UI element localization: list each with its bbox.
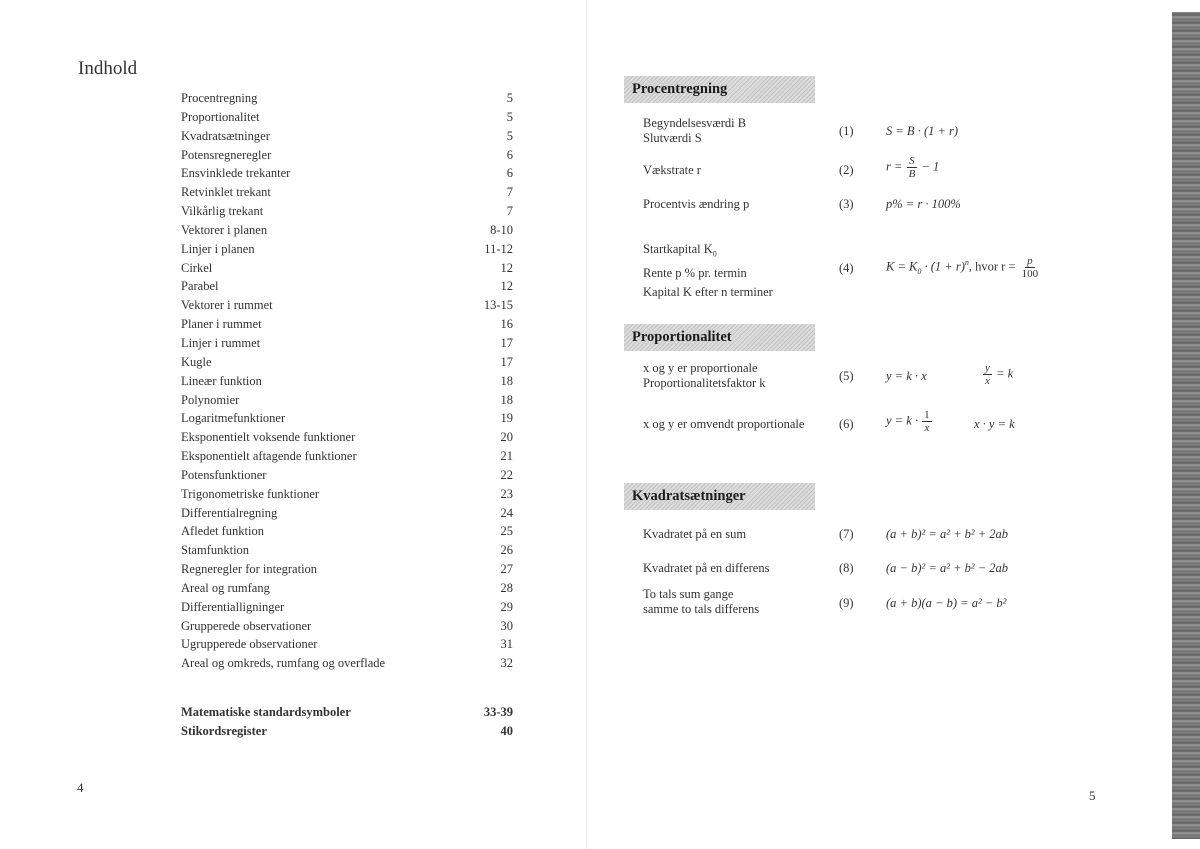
- toc-entry-page: 21: [500, 449, 513, 464]
- formula-4-number: (4): [839, 261, 854, 275]
- toc-entry: [181, 654, 513, 673]
- toc-entry-label: Procentregning: [181, 91, 258, 105]
- toc-entry-page: 23: [500, 486, 513, 501]
- formula-2: r = $\frac{S}{B}$ − 1: [886, 155, 940, 180]
- toc-entry: [181, 89, 513, 108]
- toc-entry-page: 12: [500, 260, 513, 275]
- toc-entry: [181, 221, 513, 240]
- formula-2-label: Vækstrate r: [643, 163, 701, 177]
- formula-6-label: x og y er omvendt proportionale: [643, 417, 805, 431]
- formula-1: S = B · (1 + r): [886, 124, 959, 138]
- toc-entry-label: Matematiske standardsymboler: [181, 705, 351, 719]
- formula-4-label: Startkapital $K_0$ Rente p % pr. termin Kapital K efter n terminer: [643, 242, 773, 299]
- toc-entry-label: Parabel: [181, 279, 219, 294]
- toc-entry: [181, 240, 513, 259]
- toc-entry-page: 40: [500, 723, 513, 738]
- formula-3: p% = r · 100%: [886, 197, 961, 211]
- formula-3-number: (3): [839, 197, 854, 211]
- toc-entry-label: Ensvinklede trekanter: [181, 166, 291, 181]
- formula-6: y = k · $\frac{1}{x}$: [886, 409, 930, 434]
- formula-6-number: (6): [839, 417, 854, 431]
- toc-entry-label: Proportionalitet: [181, 109, 260, 124]
- formula-7: (a + b)² = a² + b² + 2ab: [886, 527, 1009, 541]
- formula-5-label: x og y er proportionale Proportionalitetsfaktor k: [643, 361, 766, 390]
- toc-entry-label: Areal og omkreds, rumfang og overflade: [181, 656, 386, 671]
- formula-7-number: (7): [839, 527, 854, 541]
- toc-entry: [181, 635, 513, 654]
- toc-entry-label: Afledet funktion: [181, 524, 264, 539]
- toc-entry-label: Stamfunktion: [181, 543, 250, 558]
- toc-entry-page: 17: [500, 335, 513, 350]
- toc-entry-label: Potensfunktioner: [181, 467, 267, 482]
- table-of-contents: [181, 89, 513, 673]
- formula-5-number: (5): [839, 369, 854, 383]
- formula-1-label: Begyndelsesværdi B Slutværdi S: [643, 116, 747, 145]
- formula-8-label: Kvadratet på en differens: [643, 561, 770, 575]
- toc-entry-label: Eksponentielt aftagende funktioner: [181, 449, 357, 464]
- book-page-edge: [1172, 12, 1200, 839]
- toc-entry: [181, 428, 513, 447]
- toc-entry-page: 26: [500, 543, 513, 558]
- toc-entry-label: Vilkårlig trekant: [181, 204, 264, 219]
- page-title: Indhold: [78, 58, 138, 79]
- toc-entry-label: Lineær funktion: [181, 373, 262, 388]
- toc-entry: [181, 541, 513, 560]
- toc-entry-label: Cirkel: [181, 260, 213, 275]
- toc-entry: [181, 259, 513, 278]
- toc-entry: [181, 108, 513, 127]
- formula-9-label: To tals sum gange samme to tals differens: [643, 587, 760, 616]
- formula-7-label: Kvadratet på en sum: [643, 527, 747, 541]
- toc-entry-page: 29: [500, 599, 513, 614]
- toc-entry-label: Areal og rumfang: [181, 580, 270, 595]
- toc-entry: [181, 183, 513, 202]
- toc-entry-page: 32: [500, 656, 513, 671]
- toc-entry: [181, 277, 513, 296]
- formula-9: (a + b)(a − b) = a² − b²: [886, 596, 1007, 610]
- table-of-contents-extra: [181, 703, 513, 741]
- toc-entry-page: 24: [500, 505, 513, 520]
- toc-entry: [181, 598, 513, 617]
- toc-entry-page: 30: [500, 618, 513, 633]
- toc-entry: [181, 372, 513, 391]
- toc-entry-label: Trigonometriske funktioner: [181, 486, 320, 501]
- toc-entry-page: 28: [500, 580, 513, 595]
- toc-entry: [181, 353, 513, 372]
- toc-entry-label: Potensregneregler: [181, 147, 272, 162]
- toc-entry: [181, 522, 513, 541]
- toc-entry-label: Vektorer i planen: [181, 222, 268, 237]
- toc-entry-page: 18: [500, 373, 513, 388]
- toc-entry-page: 31: [500, 637, 513, 652]
- formula-9-number: (9): [839, 596, 854, 610]
- formula-6-alt: x · y = k: [974, 417, 1015, 431]
- toc-entry: [181, 703, 513, 722]
- formula-8: (a − b)² = a² + b² − 2ab: [886, 561, 1009, 575]
- section-heading-procentregning: Procentregning: [624, 76, 815, 103]
- toc-entry-label: Vektorer i rummet: [181, 298, 273, 313]
- toc-entry-label: Retvinklet trekant: [181, 185, 271, 200]
- toc-entry-label: Logaritmefunktioner: [181, 411, 286, 426]
- formula-8-number: (8): [839, 561, 854, 575]
- toc-entry-label: Regneregler for integration: [181, 562, 318, 577]
- toc-entry: [181, 146, 513, 165]
- toc-entry-page: 22: [500, 467, 513, 482]
- toc-entry-label: Ugrupperede observationer: [181, 637, 318, 652]
- toc-entry-page: 16: [500, 317, 513, 332]
- toc-entry: [181, 722, 513, 741]
- toc-entry-page: 33-39: [483, 705, 513, 719]
- toc-entry-label: Linjer i planen: [181, 241, 255, 256]
- toc-entry: [181, 334, 513, 353]
- toc-entry-label: Stikordsregister: [181, 723, 267, 738]
- toc-entry-label: Polynomier: [181, 392, 240, 407]
- toc-entry: [181, 202, 513, 221]
- toc-entry-label: Grupperede observationer: [181, 618, 312, 633]
- formula-1-number: (1): [839, 124, 854, 138]
- toc-entry-page: 5: [506, 128, 513, 143]
- toc-entry: [181, 466, 513, 485]
- toc-entry-page: 19: [500, 411, 513, 426]
- toc-entry-page: 17: [500, 354, 513, 369]
- toc-entry-page: 7: [506, 185, 513, 200]
- toc-entry-label: Eksponentielt voksende funktioner: [181, 430, 356, 445]
- toc-entry: [181, 391, 513, 410]
- toc-entry: [181, 504, 513, 523]
- toc-entry-page: 11-12: [484, 241, 513, 256]
- toc-entry-page: 27: [500, 562, 513, 577]
- toc-entry: [181, 447, 513, 466]
- toc-entry-page: 5: [506, 91, 513, 105]
- toc-entry-page: 5: [506, 109, 513, 124]
- toc-entry: [181, 296, 513, 315]
- toc-entry: [181, 579, 513, 598]
- toc-entry-page: 25: [500, 524, 513, 539]
- section-heading-kvadratsaetninger: Kvadratsætninger: [624, 483, 815, 510]
- page-number-right: 5: [1089, 788, 1096, 803]
- toc-entry-page: 12: [500, 279, 513, 294]
- toc-entry-page: 13-15: [483, 298, 513, 313]
- formula-3-label: Procentvis ændring p: [643, 197, 750, 211]
- toc-entry-page: 20: [500, 430, 513, 445]
- toc-entry: [181, 164, 513, 183]
- formula-5-alt: $\frac{y}{x}$ = k: [985, 362, 1014, 387]
- toc-entry: [181, 560, 513, 579]
- toc-entry-label: Differentialregning: [181, 505, 278, 520]
- section-heading-proportionalitet: Proportionalitet: [624, 324, 815, 351]
- toc-entry-label: Kvadratsætninger: [181, 128, 270, 143]
- formula-2-number: (2): [839, 163, 854, 177]
- toc-entry-label: Planer i rummet: [181, 317, 262, 332]
- page-number-left: 4: [77, 780, 84, 795]
- toc-entry-label: Kugle: [181, 354, 212, 369]
- toc-entry-label: Linjer i rummet: [181, 335, 261, 350]
- toc-entry: [181, 127, 513, 146]
- toc-entry-page: 8-10: [490, 222, 513, 237]
- toc-entry-page: 7: [506, 204, 513, 219]
- toc-entry: [181, 617, 513, 636]
- toc-entry: [181, 409, 513, 428]
- toc-entry-page: 6: [506, 147, 513, 162]
- toc-entry: [181, 315, 513, 334]
- formula-5: y = k · x: [886, 369, 927, 383]
- toc-entry-label: Differentialligninger: [181, 599, 285, 614]
- toc-entry-page: 6: [506, 166, 513, 181]
- toc-entry-page: 18: [500, 392, 513, 407]
- toc-entry: [181, 485, 513, 504]
- formula-4: $K = K_0 \cdot (1 + r)^n$, hvor r = $\frac{p}{100}$: [886, 255, 1039, 280]
- book-fold: [586, 0, 587, 849]
